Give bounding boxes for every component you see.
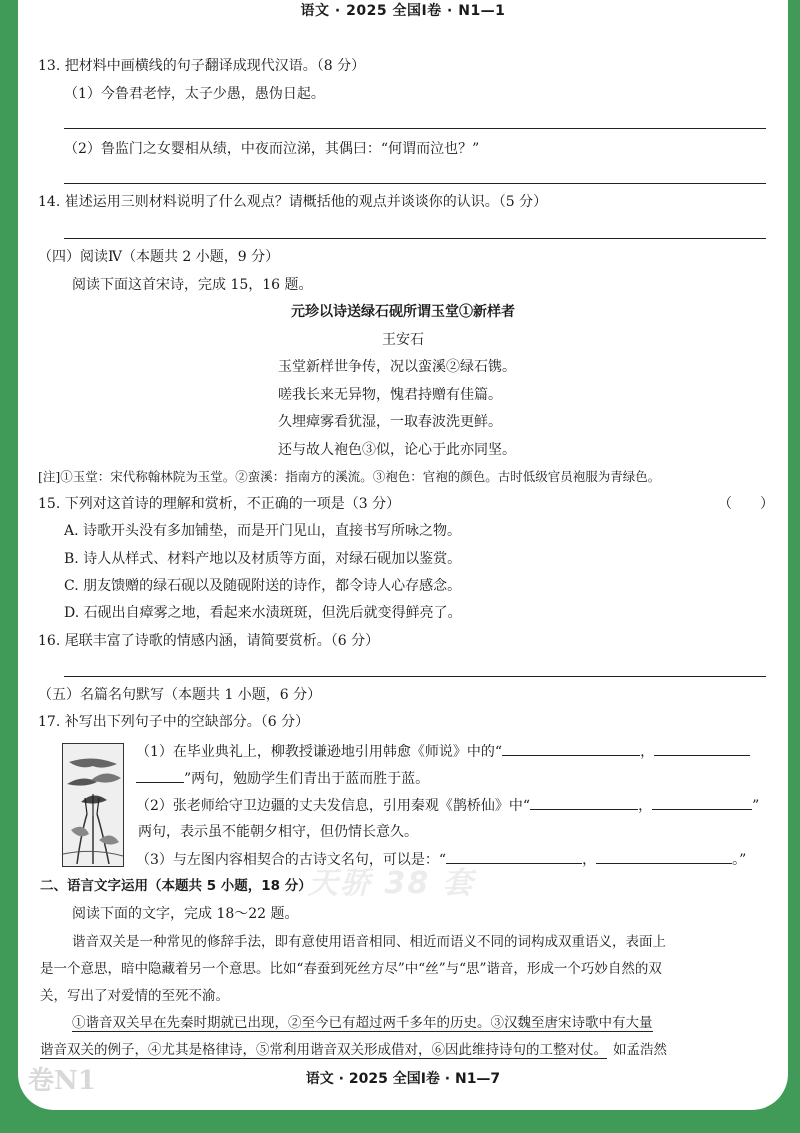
passage-tail: 如孟浩然 <box>613 1042 667 1058</box>
option-c: C. 朋友馈赠的绿石砚以及随砚附送的诗作，都令诗人心存感念。 <box>64 578 462 594</box>
section-b-title: 二、语言文字运用（本题共 5 小题，18 分） <box>40 878 312 894</box>
separator: ， <box>582 852 597 868</box>
q15-stem: 15. 下列对这首诗的理解和赏析，不正确的一项是（3 分） <box>38 496 401 512</box>
page-header: 语文 · 2025 全国Ⅰ卷 · N1—1 <box>300 3 506 19</box>
fill-blank[interactable] <box>502 741 640 756</box>
q17-item-1-text-2: ”两句，勉励学生们青出于蓝而胜于蓝。 <box>184 771 430 787</box>
poem-note: [注]①玉堂：宋代称翰林院为玉堂。②蛮溪：指南方的溪流。③袍色：官袍的颜色。古时低级官员袍服为青绿色。 <box>38 469 661 484</box>
q13-stem: 13. 把材料中画横线的句子翻译成现代汉语。（8 分） <box>38 58 366 74</box>
q17-item-3-text: （3）与左图内容相契合的古诗文名句，可以是：“ <box>136 852 447 868</box>
q13-sentence-2: （2）鲁监门之女婴相从绩，中夜而泣涕，其偶曰：“何谓而泣也？” <box>64 141 480 157</box>
fill-blank[interactable] <box>652 795 752 810</box>
q17-item-2-text: （2）张老师给守卫边疆的丈夫发信息，引用秦观《鹊桥仙》中“ <box>136 798 531 814</box>
q17-stem: 17. 补写出下列句子中的空缺部分。（6 分） <box>38 714 310 730</box>
option-d: D. 石砚出自瘴雾之地，看起来水渍斑斑，但洗后就变得鲜亮了。 <box>64 605 462 621</box>
exam-page <box>18 0 788 1110</box>
watermark: 天骄 38 套 <box>308 866 475 901</box>
page-footer: 语文 · 2025 全国Ⅰ卷 · N1—7 <box>305 1071 501 1087</box>
quote-close: ” <box>752 798 760 814</box>
paragraph-1-line-1: 谐音双关是一种常见的修辞手法，即有意使用语音相同、相近而语义不同的词构成双重语义，表面上 <box>72 934 666 950</box>
poem-line: 嗟我长来无异物，愧君持赠有佳篇。 <box>278 387 502 403</box>
answer-line[interactable] <box>64 238 766 239</box>
answer-line[interactable] <box>64 183 766 184</box>
poem-title: 元珍以诗送绿石砚所谓玉堂①新样者 <box>291 304 515 320</box>
fill-blank[interactable] <box>654 741 750 756</box>
q17-item-2 <box>136 795 759 816</box>
q17-item-1-cont <box>136 768 429 789</box>
paragraph-2-line-1 <box>72 1013 653 1033</box>
paragraph-1-line-3: 关，写出了对爱情的至死不渝。 <box>40 988 229 1004</box>
q16-stem: 16. 尾联丰富了诗歌的情感内涵，请简要赏析。（6 分） <box>38 633 380 649</box>
poem-line: 久埋瘴雾看犹湿，一取春波洗更鲜。 <box>278 414 502 430</box>
separator: ， <box>640 744 655 760</box>
option-b: B. 诗人从样式、材料产地以及材质等方面，对绿石砚加以鉴赏。 <box>64 551 462 567</box>
paragraph-2-line-2 <box>40 1040 667 1060</box>
section-b-intro: 阅读下面的文字，完成 18～22 题。 <box>72 906 299 922</box>
lotus-drawing-icon <box>63 744 123 866</box>
q17-item-2-cont: 两句，表示虽不能朝夕相守，但仍情长意久。 <box>138 824 418 840</box>
poem-author: 王安石 <box>382 332 424 348</box>
publisher-logo: 卷N1 <box>28 1066 96 1096</box>
option-a: A. 诗歌开头没有多加铺垫，而是开门见山，直接书写所咏之物。 <box>64 523 462 539</box>
answer-line[interactable] <box>64 676 766 677</box>
answer-line[interactable] <box>64 128 766 129</box>
quote-close: 。” <box>732 852 747 868</box>
section-4-title: （四）阅读Ⅳ（本题共 2 小题，9 分） <box>38 249 280 265</box>
q17-item-1 <box>136 741 750 762</box>
q17-item-1-text: （1）在毕业典礼上，柳教授谦逊地引用韩愈《师说》中的“ <box>136 744 503 760</box>
section-5-title: （五）名篇名句默写（本题共 1 小题，6 分） <box>38 687 322 703</box>
separator: ， <box>638 798 653 814</box>
underlined-passage: ①谐音双关早在先秦时期就已出现，②至今已有超过两千多年的历史。③汉魏至唐宋诗歌中有大量 <box>72 1015 653 1031</box>
poem-line: 还与故人袍色③似，论心于此亦同坚。 <box>278 442 516 458</box>
fill-blank[interactable] <box>596 849 732 864</box>
q13-sentence-1: （1）今鲁君老悖，太子少愚，愚伪日起。 <box>64 86 325 102</box>
lotus-illustration <box>62 743 124 867</box>
section-4-intro: 阅读下面这首宋诗，完成 15，16 题。 <box>72 277 313 293</box>
fill-blank[interactable] <box>136 768 184 783</box>
paragraph-1-line-2: 是一个意思，暗中隐藏着另一个意思。比如“春蚕到死丝方尽”中“丝”与“思”谐音，形成一个巧妙自然的双 <box>40 961 662 977</box>
fill-blank[interactable] <box>530 795 638 810</box>
answer-bracket[interactable]: （ ） <box>718 496 774 512</box>
q14-stem: 14. 崔述运用三则材料说明了什么观点？请概括他的观点并谈谈你的认识。（5 分） <box>38 194 548 210</box>
underlined-passage: 谐音双关的例子，④尤其是格律诗，⑤常利用谐音双关形成借对，⑥因此维持诗句的工整对仗。 <box>40 1042 607 1058</box>
poem-line: 玉堂新样世争传，况以蛮溪②绿石镌。 <box>278 359 516 375</box>
